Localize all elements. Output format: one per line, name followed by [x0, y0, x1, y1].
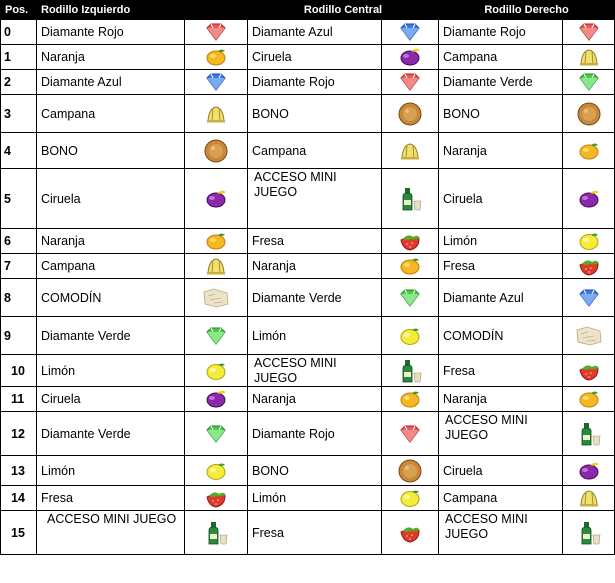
bottle-icon — [201, 521, 231, 545]
right-reel-icon-cell — [563, 317, 615, 355]
table-row — [1, 169, 615, 229]
right-reel-icon-cell — [563, 387, 615, 412]
position-number: 8 — [1, 279, 37, 317]
green-diamond-icon — [395, 286, 425, 310]
right-reel-symbol-name: Ciruela — [439, 169, 563, 229]
position-number: 12 — [1, 412, 37, 456]
position-number: 13 — [1, 456, 37, 486]
right-reel-symbol-name: Campana — [439, 486, 563, 511]
header-right-reel: Rodillo Derecho — [439, 1, 615, 20]
bell-icon — [201, 254, 231, 278]
center-reel-icon-cell — [382, 254, 439, 279]
center-reel-symbol-name: BONO — [248, 95, 382, 133]
center-reel-symbol-name: Diamante Rojo — [248, 412, 382, 456]
left-reel-icon-cell — [185, 45, 248, 70]
left-reel-symbol-name: Diamante Azul — [37, 70, 185, 95]
left-reel-symbol-name: ACCESO MINI JUEGO — [37, 511, 185, 555]
center-reel-icon-cell — [382, 229, 439, 254]
table-row — [1, 412, 615, 456]
right-reel-symbol-name: Diamante Azul — [439, 279, 563, 317]
right-reel-symbol-name: Diamante Verde — [439, 70, 563, 95]
center-reel-icon-cell — [382, 45, 439, 70]
red-diamond-icon — [201, 20, 231, 44]
left-reel-icon-cell — [185, 169, 248, 229]
center-reel-symbol-name: ACCESO MINI JUEGO — [248, 169, 382, 229]
bell-icon — [201, 102, 231, 126]
bonus-coin-icon — [574, 102, 604, 126]
left-reel-icon-cell — [185, 355, 248, 387]
lemon-icon — [574, 229, 604, 253]
center-reel-icon-cell — [382, 456, 439, 486]
right-reel-symbol-name: Naranja — [439, 387, 563, 412]
center-reel-icon-cell — [382, 412, 439, 456]
orange-icon — [201, 229, 231, 253]
left-reel-symbol-name: Diamante Verde — [37, 317, 185, 355]
center-reel-icon-cell — [382, 169, 439, 229]
plum-icon — [574, 459, 604, 483]
green-diamond-icon — [201, 422, 231, 446]
red-diamond-icon — [395, 422, 425, 446]
position-number: 10 — [1, 355, 37, 387]
position-number: 5 — [1, 169, 37, 229]
position-number: 3 — [1, 95, 37, 133]
left-reel-icon-cell — [185, 254, 248, 279]
strawberry-icon — [201, 486, 231, 510]
right-reel-icon-cell — [563, 486, 615, 511]
right-reel-icon-cell — [563, 412, 615, 456]
lemon-icon — [395, 324, 425, 348]
right-reel-symbol-name: Fresa — [439, 254, 563, 279]
left-reel-symbol-name: Diamante Verde — [37, 412, 185, 456]
right-reel-icon-cell — [563, 254, 615, 279]
left-reel-icon-cell — [185, 317, 248, 355]
strawberry-icon — [574, 359, 604, 383]
left-reel-symbol-name: Naranja — [37, 45, 185, 70]
header-center-reel: Rodillo Central — [248, 1, 439, 20]
left-reel-symbol-name: Naranja — [37, 229, 185, 254]
table-row — [1, 387, 615, 412]
center-reel-symbol-name: BONO — [248, 456, 382, 486]
table-row — [1, 317, 615, 355]
lemon-icon — [395, 486, 425, 510]
blue-diamond-icon — [395, 20, 425, 44]
right-reel-symbol-name: COMODÍN — [439, 317, 563, 355]
left-reel-icon-cell — [185, 20, 248, 45]
center-reel-icon-cell — [382, 486, 439, 511]
right-reel-icon-cell — [563, 169, 615, 229]
center-reel-symbol-name: Limón — [248, 317, 382, 355]
position-number: 15 — [1, 511, 37, 555]
center-reel-symbol-name: ACCESO MINI JUEGO — [248, 355, 382, 387]
right-reel-symbol-name: ACCESO MINI JUEGO — [439, 412, 563, 456]
center-reel-symbol-name: Diamante Verde — [248, 279, 382, 317]
center-reel-symbol-name: Campana — [248, 133, 382, 169]
left-reel-icon-cell — [185, 70, 248, 95]
center-reel-symbol-name: Naranja — [248, 254, 382, 279]
table-row — [1, 70, 615, 95]
table-row — [1, 95, 615, 133]
left-reel-symbol-name: Ciruela — [37, 169, 185, 229]
header-row — [1, 1, 615, 20]
table-row — [1, 355, 615, 387]
orange-icon — [574, 387, 604, 411]
left-reel-icon-cell — [185, 95, 248, 133]
strawberry-icon — [574, 254, 604, 278]
center-reel-symbol-name: Fresa — [248, 229, 382, 254]
right-reel-symbol-name: ACCESO MINI JUEGO — [439, 511, 563, 555]
left-reel-icon-cell — [185, 133, 248, 169]
left-reel-symbol-name: Diamante Rojo — [37, 20, 185, 45]
right-reel-icon-cell — [563, 133, 615, 169]
lemon-icon — [201, 359, 231, 383]
left-reel-symbol-name: Fresa — [37, 486, 185, 511]
center-reel-icon-cell — [382, 279, 439, 317]
table-row — [1, 279, 615, 317]
position-number: 0 — [1, 20, 37, 45]
left-reel-icon-cell — [185, 486, 248, 511]
center-reel-icon-cell — [382, 511, 439, 555]
position-number: 14 — [1, 486, 37, 511]
left-reel-icon-cell — [185, 387, 248, 412]
table-row — [1, 133, 615, 169]
green-diamond-icon — [201, 324, 231, 348]
left-reel-icon-cell — [185, 412, 248, 456]
center-reel-icon-cell — [382, 387, 439, 412]
center-reel-icon-cell — [382, 20, 439, 45]
orange-icon — [395, 387, 425, 411]
center-reel-icon-cell — [382, 70, 439, 95]
header-left-reel: Rodillo Izquierdo — [37, 1, 248, 20]
table-row — [1, 45, 615, 70]
lemon-icon — [201, 459, 231, 483]
center-reel-icon-cell — [382, 95, 439, 133]
right-reel-symbol-name: Ciruela — [439, 456, 563, 486]
left-reel-icon-cell — [185, 229, 248, 254]
position-number: 1 — [1, 45, 37, 70]
header-pos: Pos. — [1, 1, 37, 20]
center-reel-symbol-name: Naranja — [248, 387, 382, 412]
table-row — [1, 20, 615, 45]
strawberry-icon — [395, 521, 425, 545]
center-reel-icon-cell — [382, 133, 439, 169]
bell-icon — [574, 486, 604, 510]
right-reel-symbol-name: Diamante Rojo — [439, 20, 563, 45]
bell-icon — [574, 45, 604, 69]
position-number: 4 — [1, 133, 37, 169]
bonus-coin-icon — [201, 139, 231, 163]
left-reel-symbol-name: Limón — [37, 355, 185, 387]
center-reel-symbol-name: Fresa — [248, 511, 382, 555]
position-number: 7 — [1, 254, 37, 279]
green-diamond-icon — [574, 70, 604, 94]
orange-icon — [395, 254, 425, 278]
bonus-coin-icon — [395, 102, 425, 126]
right-reel-icon-cell — [563, 95, 615, 133]
wild-map-icon — [574, 324, 604, 348]
strawberry-icon — [395, 229, 425, 253]
right-reel-symbol-name: Fresa — [439, 355, 563, 387]
bell-icon — [395, 139, 425, 163]
left-reel-symbol-name: COMODÍN — [37, 279, 185, 317]
right-reel-icon-cell — [563, 279, 615, 317]
center-reel-icon-cell — [382, 317, 439, 355]
center-reel-icon-cell — [382, 355, 439, 387]
left-reel-symbol-name: Campana — [37, 254, 185, 279]
left-reel-symbol-name: Ciruela — [37, 387, 185, 412]
plum-icon — [201, 387, 231, 411]
right-reel-symbol-name: Naranja — [439, 133, 563, 169]
orange-icon — [201, 45, 231, 69]
left-reel-icon-cell — [185, 456, 248, 486]
bottle-icon — [395, 187, 425, 211]
right-reel-icon-cell — [563, 45, 615, 70]
right-reel-icon-cell — [563, 20, 615, 45]
blue-diamond-icon — [574, 286, 604, 310]
position-number: 2 — [1, 70, 37, 95]
center-reel-symbol-name: Limón — [248, 486, 382, 511]
right-reel-icon-cell — [563, 70, 615, 95]
right-reel-symbol-name: Limón — [439, 229, 563, 254]
left-reel-symbol-name: BONO — [37, 133, 185, 169]
plum-icon — [201, 187, 231, 211]
right-reel-icon-cell — [563, 456, 615, 486]
left-reel-icon-cell — [185, 279, 248, 317]
table-body — [1, 20, 615, 555]
right-reel-icon-cell — [563, 229, 615, 254]
center-reel-symbol-name: Diamante Azul — [248, 20, 382, 45]
position-number: 11 — [1, 387, 37, 412]
position-number: 6 — [1, 229, 37, 254]
table-row — [1, 511, 615, 555]
right-reel-symbol-name: BONO — [439, 95, 563, 133]
bonus-coin-icon — [395, 459, 425, 483]
plum-icon — [395, 45, 425, 69]
table-row — [1, 254, 615, 279]
bottle-icon — [395, 359, 425, 383]
right-reel-icon-cell — [563, 511, 615, 555]
table-row — [1, 229, 615, 254]
orange-icon — [574, 139, 604, 163]
bottle-icon — [574, 521, 604, 545]
center-reel-symbol-name: Ciruela — [248, 45, 382, 70]
left-reel-icon-cell — [185, 511, 248, 555]
right-reel-icon-cell — [563, 355, 615, 387]
table-row — [1, 486, 615, 511]
right-reel-symbol-name: Campana — [439, 45, 563, 70]
blue-diamond-icon — [201, 70, 231, 94]
center-reel-symbol-name: Diamante Rojo — [248, 70, 382, 95]
position-number: 9 — [1, 317, 37, 355]
left-reel-symbol-name: Campana — [37, 95, 185, 133]
plum-icon — [574, 187, 604, 211]
red-diamond-icon — [574, 20, 604, 44]
bottle-icon — [574, 422, 604, 446]
table-row — [1, 456, 615, 486]
red-diamond-icon — [395, 70, 425, 94]
wild-map-icon — [201, 286, 231, 310]
left-reel-symbol-name: Limón — [37, 456, 185, 486]
